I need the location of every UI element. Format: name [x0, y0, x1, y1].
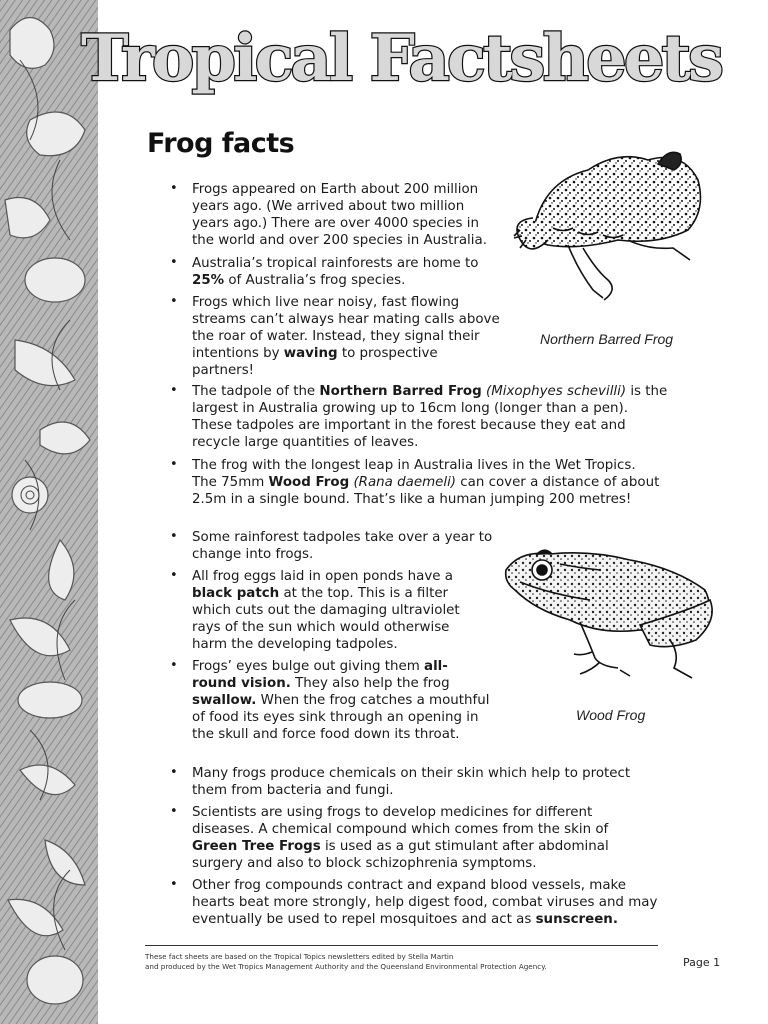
emphasis-bold: sunscreen. [535, 912, 618, 927]
page-number: Page 1 [683, 956, 721, 969]
fact-segment: Frogs’ eyes bulge out giving them [192, 659, 425, 674]
fact-segment: is used as a gut stimulant after abdominal surgery and also to block schizophrenia symptoms. [192, 839, 609, 871]
footer-note-line: and produced by the Wet Tropics Management Authority and the Queensland Environmental Protection Agency. [145, 962, 547, 971]
fact-item [170, 255, 500, 289]
fact-text [192, 383, 670, 451]
fact-segment: Frogs appeared on Earth about 200 million years ago. (We arrived about two million years ago.) There are over 4000 species in the world and over 200 species in Australia. [192, 182, 487, 248]
fact-segment: at the top. This is a filter which cuts out the damaging ultraviolet rays of the sun which would otherwise harm the developing tadpoles. [192, 586, 460, 652]
emphasis-bold: black patch [192, 586, 280, 601]
emphasis-bold: waving [283, 346, 338, 361]
fact-item [170, 294, 500, 379]
fact-segment: Other frog compounds contract and expand blood vessels, make hearts beat more strongly, help digest food, combat viruses and may eventually be used to repel mosquitoes and act as [192, 878, 658, 927]
fact-item [170, 658, 490, 743]
emphasis-bold: all-round vision. [192, 659, 448, 691]
fact-text [192, 658, 490, 743]
fact-segment: Frogs which live near noisy, fast flowing streams can’t always hear mating calls above the roar of water. Instead, they signal their intentions by [192, 295, 500, 361]
fact-segment: Scientists are using frogs to develop medicines for different diseases. A chemical compound which comes from the skin of [192, 805, 609, 837]
fact-text [192, 181, 500, 249]
bullet-icon: • [170, 181, 178, 196]
fact-segment: They also help the frog [290, 676, 450, 691]
footer-note [145, 952, 665, 972]
fact-text [192, 457, 660, 508]
fact-text [192, 804, 630, 872]
bullet-icon: • [170, 658, 178, 673]
banner-title [81, 12, 721, 100]
fact-segment: The tadpole of the [192, 384, 320, 399]
emphasis-bold: Wood Frog [268, 475, 350, 490]
fact-segment: is the largest in Australia growing up to 16cm long (longer than a pen). These tadpoles are important in the forest because they eat and recycle large quantities of leaves. [192, 384, 668, 450]
fact-text [192, 877, 660, 928]
fact-text [192, 529, 495, 563]
fact-item [170, 529, 495, 563]
bullet-icon: • [170, 529, 178, 544]
fact-item [170, 804, 630, 872]
fact-segment: Australia’s tropical rainforests are home to [192, 256, 479, 271]
bullet-icon: • [170, 383, 178, 398]
fact-item [170, 568, 480, 653]
fact-segment: The frog with the longest leap in Australia lives in the Wet Tropics. The 75mm [192, 458, 636, 490]
fact-segment: to prospective partners! [192, 346, 438, 378]
species-name: (Mixophyes schevilli) [485, 384, 627, 399]
fact-text [192, 255, 500, 289]
northern-barred-frog-illustration [508, 140, 718, 310]
fact-segment: of Australia’s frog species. [224, 273, 406, 288]
bullet-icon: • [170, 568, 178, 583]
northern-barred-frog-caption: Northern Barred Frog [540, 331, 674, 347]
footer-divider [145, 945, 658, 946]
fact-item [170, 383, 670, 451]
fact-segment: When the frog catches a mouthful of food its eyes sink through an opening in the skull and force food down its throat. [192, 693, 490, 742]
bullet-icon: • [170, 255, 178, 270]
emphasis-bold: 25% [192, 273, 225, 288]
bullet-icon: • [170, 877, 178, 892]
fact-segment: can cover a distance of about 2.5m in a single bound. That’s like a human jumping 200 metres! [192, 475, 660, 507]
fact-item [170, 457, 660, 508]
wood-frog-caption: Wood Frog [576, 707, 646, 723]
bullet-icon: • [170, 765, 178, 780]
emphasis-bold: swallow. [192, 693, 257, 708]
fact-text [192, 765, 660, 799]
footer-note-line: These fact sheets are based on the Tropical Topics newsletters edited by Stella Martin [145, 952, 454, 961]
fact-segment: Many frogs produce chemicals on their skin which help to protect them from bacteria and fungi. [192, 766, 631, 798]
fact-segment: All frog eggs laid in open ponds have a [192, 569, 453, 584]
species-name: (Rana daemeli) [353, 475, 457, 490]
fact-item [170, 181, 500, 249]
banner-title-text: Tropical Factsheets [81, 21, 721, 96]
fact-item [170, 765, 660, 799]
wood-frog-illustration [500, 540, 724, 682]
bullet-icon: • [170, 804, 178, 819]
fact-text [192, 568, 480, 653]
fact-text [192, 294, 500, 379]
fact-segment: Some rainforest tadpoles take over a year to change into frogs. [192, 530, 493, 562]
rainforest-border-illustration [0, 0, 98, 1024]
bullet-icon: • [170, 294, 178, 309]
fact-item [170, 877, 660, 928]
bullet-icon: • [170, 457, 178, 472]
page-heading: Frog facts [147, 128, 295, 159]
emphasis-bold: Northern Barred Frog [319, 384, 482, 399]
emphasis-bold: Green Tree Frogs [192, 839, 321, 854]
